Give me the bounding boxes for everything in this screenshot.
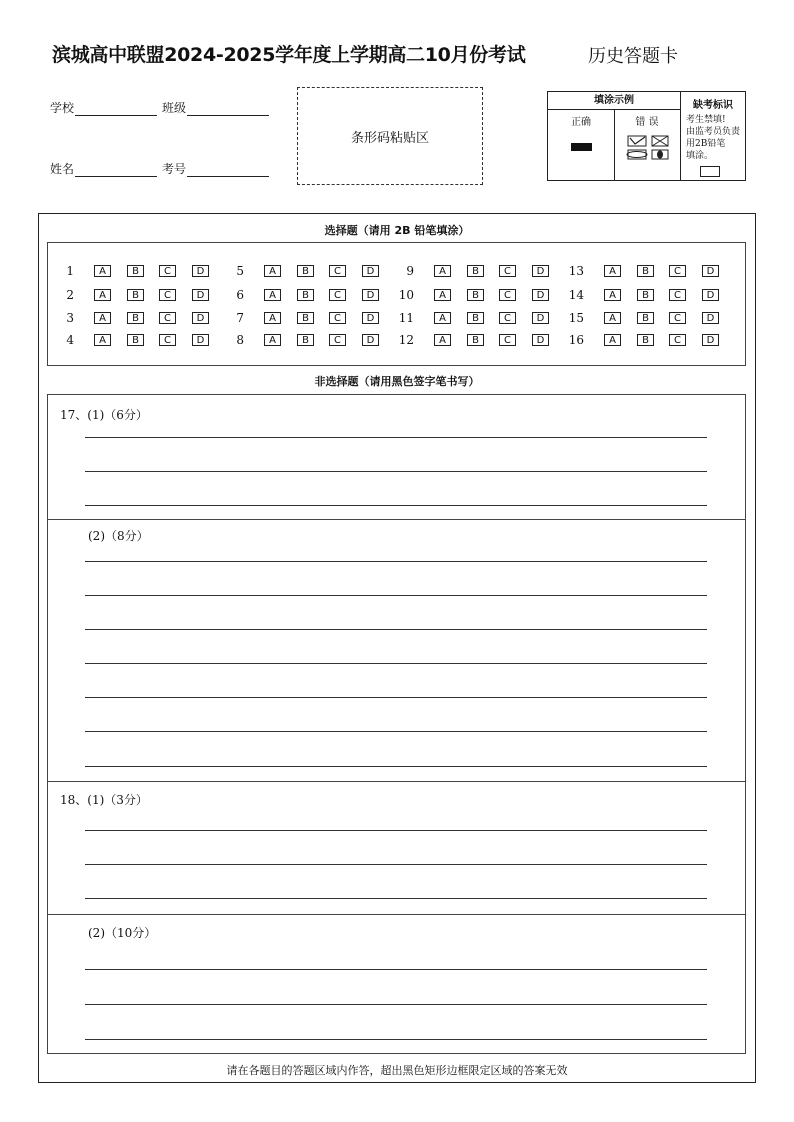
school-label: 学校: [50, 101, 75, 115]
option-bubble-c[interactable]: C: [159, 334, 176, 346]
option-bubble-d[interactable]: D: [702, 289, 719, 301]
q18-part2-label: (2)（10分）: [88, 926, 157, 940]
answer-line: [85, 561, 707, 562]
wrong-sample: [614, 109, 680, 180]
option-bubble-a[interactable]: A: [264, 312, 281, 324]
option-bubble-b[interactable]: B: [637, 312, 654, 324]
subject-title: 历史答题卡: [588, 46, 678, 67]
answer-line: [85, 1004, 707, 1005]
answer-line: [85, 505, 707, 506]
question-number: 16: [568, 333, 584, 347]
option-bubble-a[interactable]: A: [434, 312, 451, 324]
option-bubble-d[interactable]: D: [702, 265, 719, 277]
option-bubble-b[interactable]: B: [637, 265, 654, 277]
question-number: 3: [66, 311, 74, 325]
option-bubble-a[interactable]: A: [604, 289, 621, 301]
answer-line: [85, 471, 707, 472]
option-bubble-a[interactable]: A: [434, 334, 451, 346]
option-bubble-a[interactable]: A: [94, 265, 111, 277]
answer-line: [85, 766, 707, 767]
answer-line: [85, 629, 707, 630]
correct-label: 正确: [571, 117, 591, 128]
option-bubble-a[interactable]: A: [434, 265, 451, 277]
question-number: 4: [66, 333, 74, 347]
fill-sample-box: [547, 91, 746, 181]
absent-note-line: 考生禁填!: [686, 115, 726, 125]
option-bubble-b[interactable]: B: [467, 334, 484, 346]
answer-line: [85, 830, 707, 831]
q17-part2-label: (2)（8分）: [88, 529, 149, 543]
option-bubble-d[interactable]: D: [532, 334, 549, 346]
option-bubble-a[interactable]: A: [604, 265, 621, 277]
filled-mark-icon: [571, 143, 592, 151]
answer-line: [85, 731, 707, 732]
q17-part1-label: 17、(1)（6分）: [60, 408, 148, 422]
q17-part2-box[interactable]: [47, 519, 746, 782]
open-section-title: 非选择题（请用黑色签字笔书写）: [314, 375, 480, 388]
name-label: 姓名: [50, 162, 75, 176]
exam-number-field[interactable]: [162, 160, 269, 177]
q18-part1-label: 18、(1)（3分）: [60, 793, 148, 807]
option-bubble-c[interactable]: C: [499, 312, 516, 324]
option-bubble-c[interactable]: C: [669, 312, 686, 324]
option-bubble-a[interactable]: A: [264, 289, 281, 301]
option-bubble-a[interactable]: A: [264, 265, 281, 277]
option-bubble-a[interactable]: A: [94, 334, 111, 346]
correct-sample: [548, 109, 615, 180]
option-bubble-d[interactable]: D: [362, 334, 379, 346]
absent-title: 缺考标识: [693, 100, 733, 111]
option-bubble-b[interactable]: B: [467, 265, 484, 277]
question-number: 7: [236, 311, 244, 325]
option-bubble-c[interactable]: C: [669, 289, 686, 301]
answer-line: [85, 437, 707, 438]
fill-sample-title: 填涂示例: [548, 92, 680, 110]
option-bubble-b[interactable]: B: [127, 289, 144, 301]
option-bubble-b[interactable]: B: [127, 312, 144, 324]
wrong-marks-icon: [622, 132, 672, 162]
option-bubble-c[interactable]: C: [159, 265, 176, 277]
q17-part1-box[interactable]: [47, 394, 746, 520]
option-bubble-b[interactable]: B: [297, 334, 314, 346]
absent-note-line: 由监考员负责: [686, 127, 741, 137]
question-number: 6: [236, 288, 244, 302]
option-bubble-d[interactable]: D: [192, 265, 209, 277]
option-bubble-a[interactable]: A: [94, 312, 111, 324]
option-bubble-b[interactable]: B: [297, 312, 314, 324]
option-bubble-d[interactable]: D: [362, 265, 379, 277]
name-field[interactable]: [50, 160, 157, 177]
option-bubble-a[interactable]: A: [604, 312, 621, 324]
answer-line: [85, 663, 707, 664]
exam-number-label: 考号: [162, 162, 187, 176]
option-bubble-d[interactable]: D: [702, 334, 719, 346]
option-bubble-b[interactable]: B: [637, 289, 654, 301]
absent-note-line: 用2B铅笔: [686, 139, 726, 149]
wrong-label: 错 误: [635, 117, 659, 128]
question-number: 11: [398, 311, 414, 325]
absent-mark-area: [680, 92, 746, 180]
answer-line: [85, 1039, 707, 1040]
answer-line: [85, 595, 707, 596]
option-bubble-d[interactable]: D: [192, 289, 209, 301]
option-bubble-c[interactable]: C: [159, 289, 176, 301]
question-number: 1: [66, 264, 74, 278]
option-bubble-c[interactable]: C: [499, 334, 516, 346]
question-number: 13: [568, 264, 584, 278]
q18-part1-box[interactable]: [47, 781, 746, 915]
option-bubble-b[interactable]: B: [467, 289, 484, 301]
option-bubble-d[interactable]: D: [192, 334, 209, 346]
answer-line: [85, 864, 707, 865]
option-bubble-b[interactable]: B: [297, 265, 314, 277]
barcode-label: 条形码粘贴区: [350, 130, 429, 146]
question-number: 2: [66, 288, 74, 302]
option-bubble-c[interactable]: C: [669, 334, 686, 346]
question-number: 5: [236, 264, 244, 278]
option-bubble-b[interactable]: B: [127, 265, 144, 277]
option-bubble-b[interactable]: B: [297, 289, 314, 301]
option-bubble-c[interactable]: C: [329, 289, 346, 301]
answer-line: [85, 697, 707, 698]
answer-line: [85, 898, 707, 899]
option-bubble-c[interactable]: C: [499, 289, 516, 301]
footer-note: 请在各题目的答题区域内作答，超出黑色矩形边框限定区域的答案无效: [226, 1064, 568, 1077]
option-bubble-d[interactable]: D: [532, 265, 549, 277]
option-bubble-a[interactable]: A: [434, 289, 451, 301]
question-number: 9: [406, 264, 414, 278]
question-number: 14: [568, 288, 584, 302]
question-number: 8: [236, 333, 244, 347]
school-field[interactable]: [50, 99, 157, 116]
option-bubble-a[interactable]: A: [604, 334, 621, 346]
exam-title: 滨城高中联盟2024-2025学年度上学期高二10月份考试: [52, 44, 526, 66]
choice-grid: [47, 242, 746, 366]
option-bubble-c[interactable]: C: [669, 265, 686, 277]
option-bubble-c[interactable]: C: [499, 265, 516, 277]
option-bubble-c[interactable]: C: [329, 265, 346, 277]
option-bubble-b[interactable]: B: [467, 312, 484, 324]
option-bubble-b[interactable]: B: [637, 334, 654, 346]
option-bubble-a[interactable]: A: [94, 289, 111, 301]
option-bubble-d[interactable]: D: [362, 289, 379, 301]
class-field[interactable]: [162, 99, 269, 116]
class-label: 班级: [162, 101, 187, 115]
option-bubble-d[interactable]: D: [362, 312, 379, 324]
option-bubble-a[interactable]: A: [264, 334, 281, 346]
option-bubble-c[interactable]: C: [159, 312, 176, 324]
option-bubble-d[interactable]: D: [532, 289, 549, 301]
question-number: 15: [568, 311, 584, 325]
question-number: 10: [398, 288, 414, 302]
option-bubble-d[interactable]: D: [702, 312, 719, 324]
choice-section-title: 选择题（请用 2B 铅笔填涂）: [324, 224, 470, 237]
absent-checkbox[interactable]: [700, 166, 720, 177]
barcode-area: [297, 87, 483, 185]
option-bubble-b[interactable]: B: [127, 334, 144, 346]
absent-note-line: 填涂。: [686, 151, 714, 161]
option-bubble-d[interactable]: D: [532, 312, 549, 324]
option-bubble-d[interactable]: D: [192, 312, 209, 324]
option-bubble-c[interactable]: C: [329, 334, 346, 346]
option-bubble-c[interactable]: C: [329, 312, 346, 324]
answer-line: [85, 969, 707, 970]
question-number: 12: [398, 333, 414, 347]
